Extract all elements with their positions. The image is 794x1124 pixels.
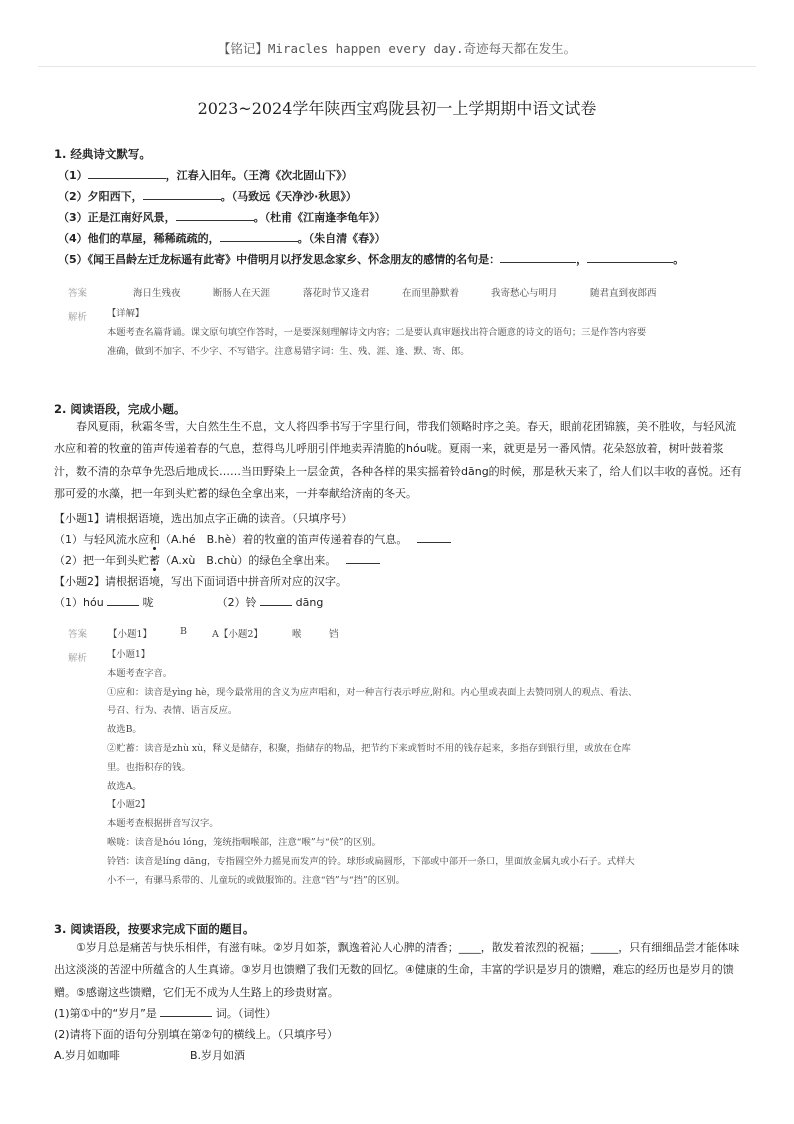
q3-heading: 3. 阅读语段，按要求完成下面的题目。 (54, 922, 255, 936)
answer-item: 我寄愁心与明月 (491, 288, 558, 299)
q2-analysis: 【小题1】 本题考查字音。 ①应和：读音是yìng hè，现今最常用的含义为应声唱和，对一种言行表示呼应,附和。内心里或表面上去赞同别人的观点、看法、 号召、行为、表情、语言反应。 故选B。 ②贮蓄：读音是zhù xù，释义是储存，积聚，指储存的物品，把节约下来或暂时不用的钱存起来，多指存到银行里，或放在仓库 里。也指积存的钱。 故选A。 【小题2】 本题考查根据拼音写汉字。 喉咙：读音是hóu lóng，笼统指咽喉部，注意“喉”与“侯”的区别。 铃铛：读音是líng dāng，专指圆空外力摇晃而发声的铃。球形或扁圆形，下部或中部开一条口，里面放金属丸或小石子。式样大 小不一，有骡马系带的、儿童玩的或做服饰的。注意“铛”与“挡”的区别。 (107, 649, 638, 886)
answer-blank[interactable] (176, 210, 254, 221)
answer-blank[interactable] (260, 595, 292, 606)
q2-passage: 春风夏雨，秋霜冬雪，大自然生生不息，文人将四季书写于字里行间，带我们领略时序之美。春天，眼前花团锦簇，美不胜收，与轻风流 水应和着的牧童的笛声传递着春的气息，惹得鸟儿呼朋引伴地卖弄清脆的hóu咙。夏雨一来，就更是另一番风情。花朵怒放着，树叶鼓着浆 汁，数不清的杂草争先恐后地成长……当田野染上一层金黄，各种各样的果实摇着铃dāng的时候，那是秋天来了，给人们以丰收的喜悦。还有 那可爱的水藻，把一年到头贮蓄的绿色全拿出来，一并奉献给济南的冬天。 (54, 420, 742, 501)
q2-sub2-heading: 【小题2】请根据语境，写出下面词语中拼音所对应的汉字。 (54, 575, 347, 588)
answer-blank[interactable] (220, 231, 298, 242)
answer-blank[interactable] (346, 553, 380, 564)
answer-item: B (180, 626, 187, 637)
q2-sub1-item-2: （2）把一年到头贮蓄（A.xù B.chù）的绿色全拿出来。 (54, 552, 380, 568)
q2-heading: 2. 阅读语段，完成小题。 (54, 402, 186, 416)
answer-item: 断肠人在天涯 (213, 288, 271, 299)
q1-line-3: （3）正是江南好风景， 。（杜甫《江南逢李龟年》） (58, 211, 386, 224)
page-title: 2023~2024学年陕西宝鸡陇县初一上学期期中语文试卷 (197, 99, 597, 118)
answer-item: 海日生残夜 (133, 288, 181, 299)
q1-heading: 1. 经典诗文默写。 (54, 147, 151, 161)
answer-blank[interactable] (160, 1006, 212, 1017)
q1-line-4: （4）他们的草屋，稀稀疏疏的， 。（朱自清《春》） (58, 232, 386, 245)
answer-item: 铛 (329, 629, 339, 640)
answer-blank[interactable] (107, 595, 139, 606)
answer-item: A【小题2】 (212, 629, 263, 640)
q3-sub1: (1)第①中的“岁月”是 词。（词性） (54, 1007, 277, 1020)
answer-label: 答案 (68, 629, 88, 640)
q1-analysis: 【详解】 本题考查名篇背诵。课文原句填空作答时，一是要深刻理解诗文内容；二是要认真审题找出符合题意的诗文的语句；三是作答内容要 准确，做到不加字、不少字、不写错字。注意易错字词：生、残、涯、逢、默、寄、郎。 (107, 308, 647, 357)
q1-line-5: （5）《闻王昌龄左迁龙标遥有此寄》中借明月以抒发思念家乡、怀念朋友的感情的名句是： ， 。 (58, 253, 685, 266)
q2-sub2-items: （1）hóu 咙 （2）铃 dāng (54, 596, 324, 609)
q1-line-2: （2）夕阳西下， 。（马致远《天净沙·秋思》） (58, 190, 357, 203)
answer-blank[interactable] (143, 189, 221, 200)
header-motto: 【铭记】Miracles happen every day.奇迹每天都在发生。 (217, 41, 577, 56)
answer-item: 在而里静默着 (402, 288, 460, 299)
answer-item: 随君直到夜郎西 (590, 288, 657, 299)
answer-item: 【小题1】 (108, 629, 153, 640)
answer-blank[interactable] (417, 532, 451, 543)
analysis-label: 解析 (68, 653, 88, 664)
answer-blank[interactable] (587, 252, 673, 263)
answer-blank[interactable] (500, 252, 576, 263)
q2-sub1-item-1: （1）与轻风流水应和（A.hé B.hè）着的牧童的笛声传递着春的气息。 (54, 531, 451, 547)
q3-passage: ①岁月总是痛苦与快乐相伴，有滋有味。②岁月如茶，飘逸着沁人心脾的清香；____，散发着浓烈的祝福；_____，只有细细品尝才能体味 出这淡淡的苦涩中所蕴含的人生真谛。③岁月也馈赠了我们无数的回忆。④健康的生命，丰富的学识是岁月的馈赠，难忘的经历也是岁月的馈 赠。⑤感谢这些馈赠，它们无不成为人生路上的珍贵财富。 (54, 941, 740, 999)
answer-item: 落花时节又逢君 (303, 288, 370, 299)
answer-label: 答案 (68, 288, 88, 299)
answer-blank[interactable] (88, 168, 166, 179)
header-divider (38, 66, 756, 67)
q2-sub1-heading: 【小题1】请根据语境，选出加点字正确的读音。（只填序号） (54, 512, 353, 525)
q3-sub2: (2)请将下面的语句分别填在第②句的横线上。（只填序号） (54, 1028, 338, 1041)
q3-option-a: A.岁月如咖啡 (54, 1049, 120, 1062)
q3-option-b: B.岁月如酒 (190, 1049, 246, 1062)
q1-line-1: （1） ，江春入旧年。（王湾《次北固山下》） (58, 169, 353, 182)
answer-item: 喉 (292, 629, 302, 640)
analysis-label: 解析 (68, 312, 88, 323)
